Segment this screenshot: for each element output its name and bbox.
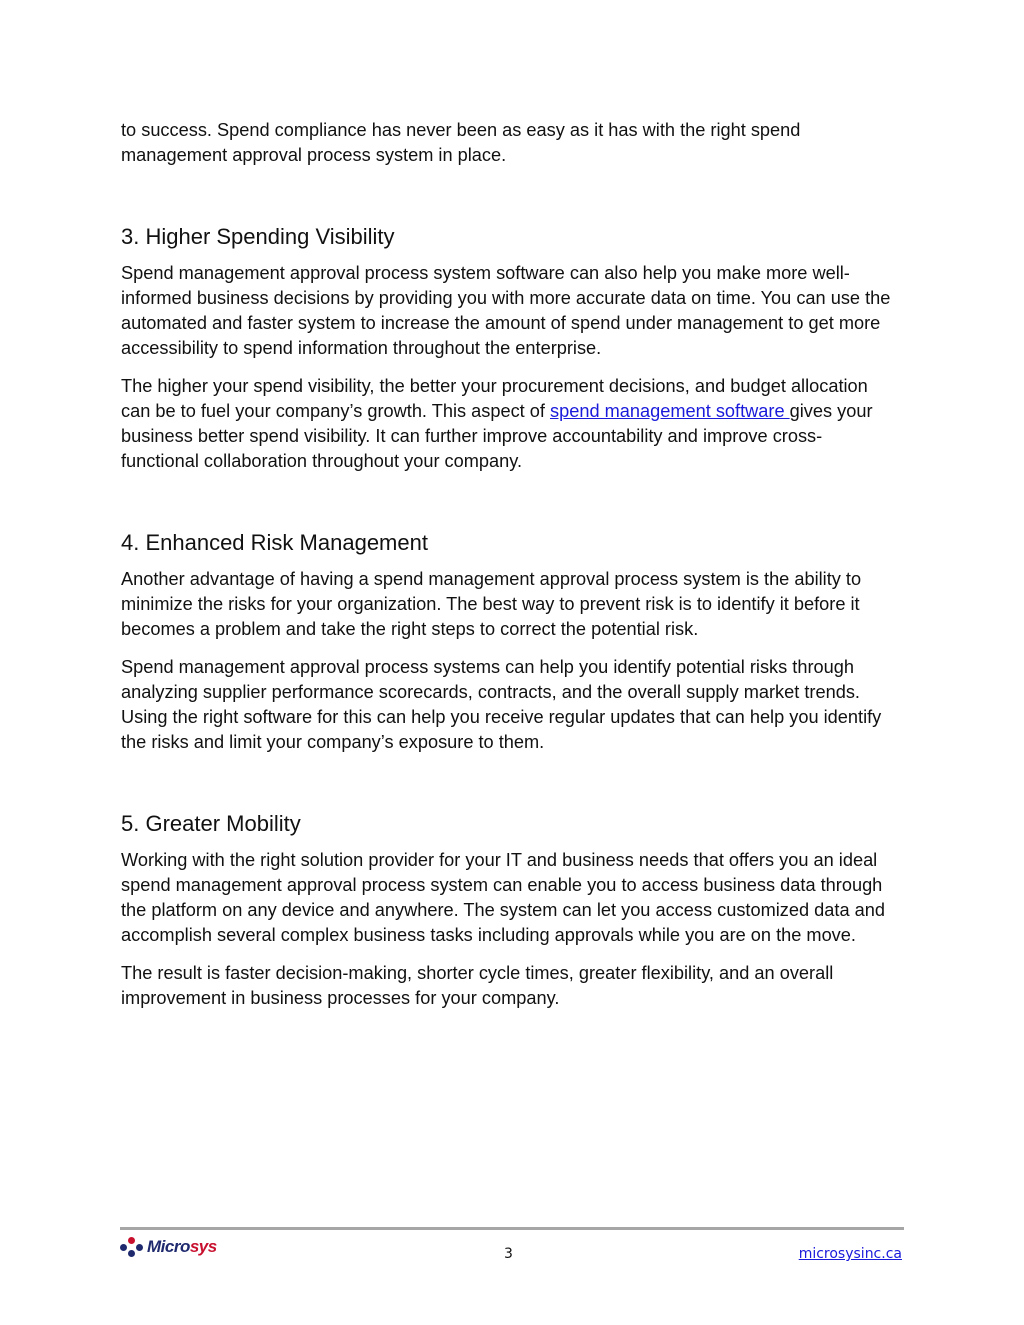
section-3-paragraph-2-start: The higher your spend visibility, the better your procurement decisions, and budget allocation can be to fuel your company’s growth. This aspect of [121, 376, 868, 421]
logo-dots-icon [120, 1237, 144, 1257]
section-4-heading: 4. Enhanced Risk Management [121, 530, 428, 555]
document-body [121, 118, 896, 1011]
section-4-paragraph-2: Spend management approval process systems can help you identify potential risks through analyzing supplier performance scorecards, contracts, and the overall supply market trends. Using the right software for this can help you receive regular updates that can help you identify the risks and limit your company’s exposure to them. [121, 657, 882, 752]
section-3-paragraph-2-end: gives your business better spend visibility. It can further improve accountability and improve cross-functional collaboration throughout your company. [121, 401, 873, 471]
section-5-paragraph-2: The result is faster decision-making, shorter cycle times, greater flexibility, and an overall improvement in business processes for your company. [121, 963, 834, 1008]
section-3-paragraph-1: Spend management approval process system software can also help you make more well-informed business decisions by providing you with more accurate data on time. You can use the automated and faster system to increase the amount of spend under management to get more accessibility to spend information throughout the enterprise. [121, 263, 891, 358]
website-link[interactable]: microsysinc.ca [798, 1246, 902, 1262]
section-3-heading: 3. Higher Spending Visibility [121, 224, 395, 249]
section-5-heading: 5. Greater Mobility [121, 811, 301, 836]
section-3-paragraph-2 [121, 374, 896, 474]
section-5-paragraph-1: Working with the right solution provider for your IT and business needs that offers you an ideal spend management approval process system can enable you to access business data through the platform on any device and anywhere. The system can let you access customized data and accomplish several complex business tasks including approvals while you are on the move. [121, 850, 885, 945]
page-number: 3 [504, 1246, 513, 1262]
logo-text-sys: sys [189, 1237, 217, 1256]
logo-text-micro: Micro [147, 1237, 190, 1256]
intro-paragraph: to success. Spend compliance has never been as easy as it has with the right spend management approval process system in place. [121, 120, 801, 165]
section-4-paragraph-1: Another advantage of having a spend management approval process system is the ability to minimize the risks for your organization. The best way to prevent risk is to identify it before it becomes a problem and take the right steps to correct the potential risk. [121, 569, 862, 639]
spend-management-software-link[interactable]: spend management software [550, 401, 790, 421]
footer-divider [120, 1227, 904, 1230]
microsys-logo [120, 1236, 217, 1258]
